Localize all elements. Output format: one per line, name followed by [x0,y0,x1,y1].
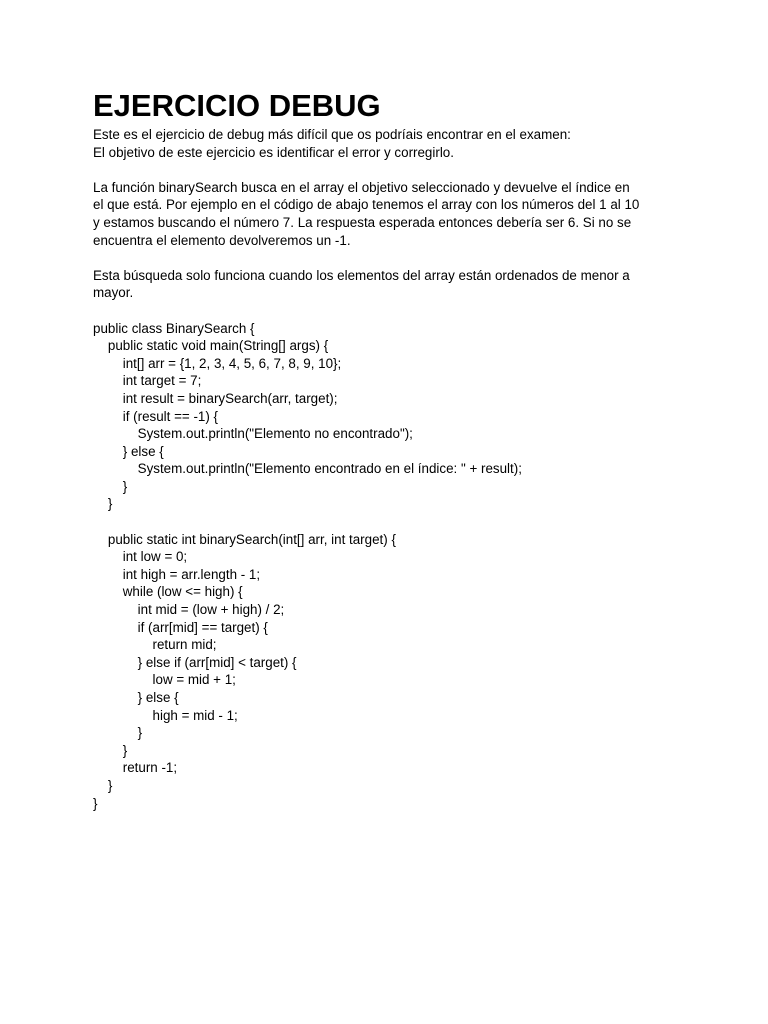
code-line: } [93,496,113,512]
code-line: public class BinarySearch { [93,320,255,336]
document-page [93,86,693,812]
code-line: return mid; [93,637,217,653]
note-paragraph [93,267,693,302]
paragraph-spacer [93,249,693,267]
code-line: System.out.println("Elemento encontrado en el índice: " + result); [93,461,522,477]
description-line: el que está. Por ejemplo en el código de abajo tenemos el array con los números del 1 al 10 [93,197,640,213]
code-line: } else { [93,690,179,705]
code-line: } [93,777,113,793]
intro-paragraph [93,126,693,161]
code-line: int high = arr.length - 1; [93,566,261,582]
description-paragraph [93,179,693,249]
code-line: } else { [93,443,164,459]
description-line: La función binarySearch busca en el array el objetivo seleccionado y devuelve el índice en [93,179,630,195]
code-line: int result = binarySearch(arr, target); [93,390,338,406]
code-line: if (arr[mid] == target) { [93,619,268,635]
code-line: public static void main(String[] args) { [93,338,329,354]
code-line: int target = 7; [93,373,202,389]
code-line: int low = 0; [93,549,188,565]
code-line: } [93,478,128,494]
code-line: } else if (arr[mid] < target) { [93,654,297,670]
code-block [93,320,693,813]
code-line: low = mid + 1; [93,672,236,688]
code-line: high = mid - 1; [93,707,238,723]
code-line [93,513,693,531]
note-line: Esta búsqueda solo funciona cuando los elementos del array están ordenados de menor a [93,267,630,283]
code-line: while (low <= high) { [93,584,243,600]
description-line: encuentra el elemento devolveremos un -1. [93,232,351,248]
code-line: int mid = (low + high) / 2; [93,602,285,618]
paragraph-spacer [93,161,693,179]
code-line: int[] arr = {1, 2, 3, 4, 5, 6, 7, 8, 9, 10}; [93,355,342,371]
note-line: mayor. [93,285,134,301]
paragraph-spacer [93,302,693,320]
intro-line: El objetivo de este ejercicio es identificar el error y corregirlo. [93,144,454,160]
code-line: public static int binarySearch(int[] arr, int target) { [93,531,396,547]
code-line: } [93,725,143,741]
code-line: if (result == -1) { [93,408,219,424]
code-line: } [93,742,128,758]
description-line: y estamos buscando el número 7. La respuesta esperada entonces debería ser 6. Si no se [93,214,632,230]
code-line: return -1; [93,760,178,776]
document-title: EJERCICIO DEBUG [93,88,381,123]
code-line: System.out.println("Elemento no encontrado"); [93,426,413,442]
code-line: } [93,795,98,811]
intro-line: Este es el ejercicio de debug más difícil que os podríais encontrar en el examen: [93,127,571,142]
